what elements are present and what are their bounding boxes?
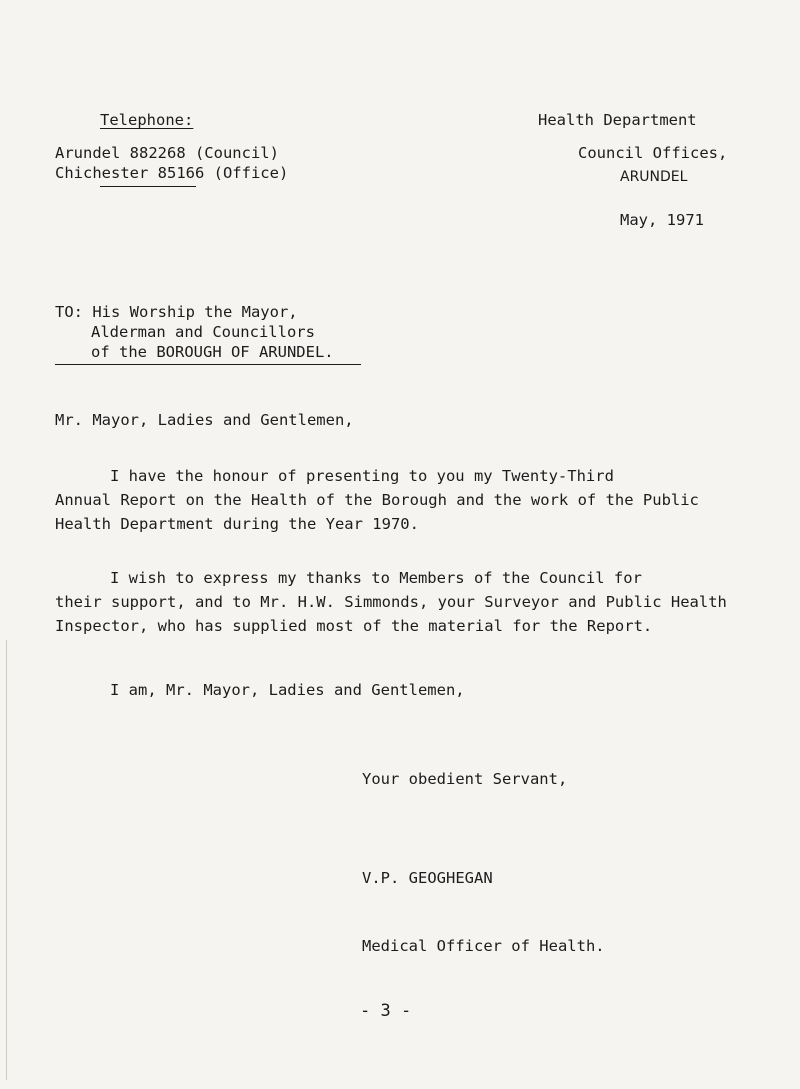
signatory-title: Medical Officer of Health. — [362, 937, 605, 955]
telephone-heading: Telephone: — [100, 111, 194, 129]
telephone-council: Arundel 882268 (Council) — [55, 144, 279, 162]
closing-line: I am, Mr. Mayor, Ladies and Gentlemen, — [110, 681, 465, 699]
addressee-line-2: Alderman and Councillors — [91, 323, 315, 341]
paragraph-line: Inspector, who has supplied most of the material for the Report. — [55, 617, 653, 635]
department-name: Health Department — [538, 111, 697, 129]
page-number: - 3 - — [360, 1001, 412, 1021]
valediction: Your obedient Servant, — [362, 770, 568, 788]
office-address: Council Offices, — [578, 144, 728, 162]
paragraph-line: Annual Report on the Health of the Borough and the work of the Public — [55, 491, 699, 509]
telephone-rule — [100, 186, 196, 187]
paragraph-line: their support, and to Mr. H.W. Simmonds, your Surveyor and Public Health — [55, 593, 727, 611]
scan-edge-line — [6, 640, 7, 1080]
addressee-line-1: TO: His Worship the Mayor, — [55, 303, 298, 321]
office-town: ARUNDEL — [620, 169, 688, 185]
paragraph-line: I wish to express my thanks to Members of the Council for — [110, 569, 642, 587]
salutation: Mr. Mayor, Ladies and Gentlemen, — [55, 411, 354, 429]
telephone-office: Chichester 85166 (Office) — [55, 164, 289, 182]
paragraph-1 — [55, 464, 755, 536]
paragraph-2 — [55, 566, 755, 638]
addressee-rule — [55, 364, 361, 365]
signatory-name: V.P. GEOGHEGAN — [362, 869, 493, 887]
paragraph-line: Health Department during the Year 1970. — [55, 515, 419, 533]
letter-date: May, 1971 — [620, 211, 704, 229]
paragraph-line: I have the honour of presenting to you my Twenty-Third — [110, 467, 614, 485]
addressee-line-3: of the BOROUGH OF ARUNDEL. — [91, 343, 334, 361]
